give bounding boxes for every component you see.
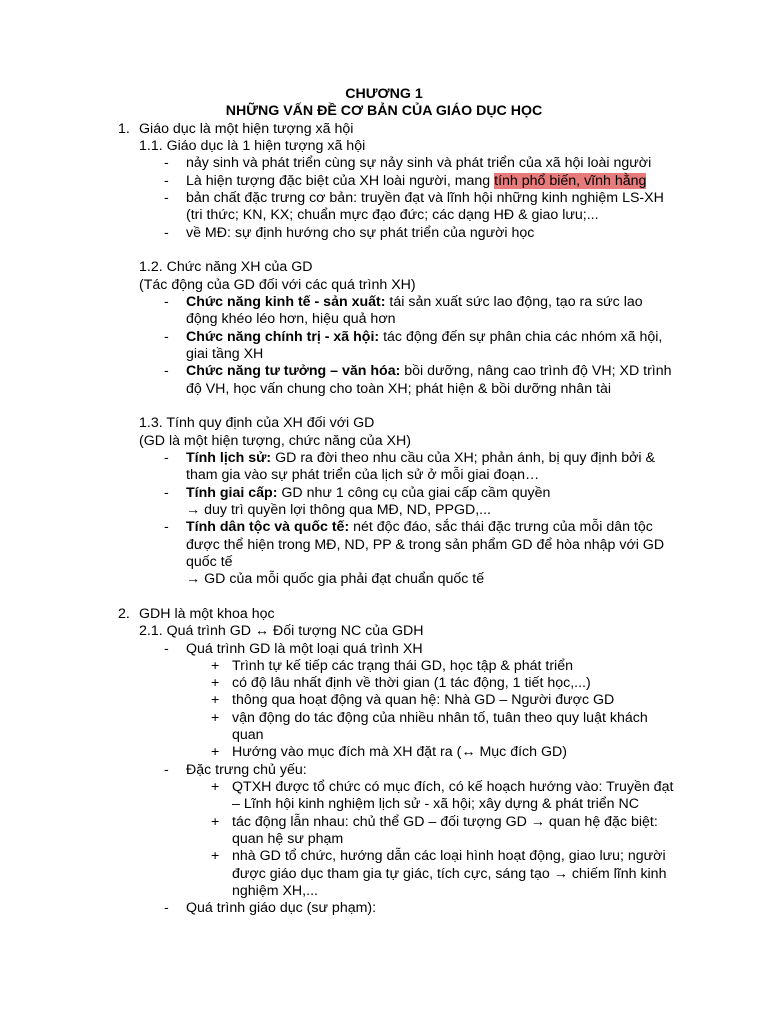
- list-item-text: nảy sinh và phát triển cùng sự nảy sinh và phát triển của xã hội loài người: [186, 155, 652, 172]
- list-item-text: (tri thức; KN, KX; chuẩn mực đạo đức; các dạng HĐ & giao lưu;...: [186, 207, 599, 224]
- sub-list-item-text: nghiệm XH,...: [232, 883, 318, 900]
- dash-bullet: -: [164, 224, 169, 241]
- subsection-1-3-heading: [0, 415, 768, 432]
- section-2-title: GDH là một khoa học: [139, 605, 275, 622]
- document-page: [0, 86, 768, 918]
- sub-list-item-continuation: [0, 866, 768, 883]
- sub-list-item: [0, 779, 768, 796]
- plus-bullet: +: [211, 709, 220, 726]
- subsection-1-3-title: 1.3. Tính quy định của XH đối với GD: [139, 415, 375, 432]
- sub-list-item: [0, 710, 768, 727]
- sub-list-item-text: tác động lẫn nhau: chủ thể GD – đối tượng GD → quan hệ đặc biệt:: [232, 813, 658, 830]
- list-item-text: độ VH, học vấn chung cho toàn XH; phát hiện & bồi dưỡng nhân tài: [186, 380, 612, 397]
- chapter-label: CHƯƠNG 1: [345, 86, 423, 102]
- list-item-plain-text: GD như 1 công cụ của giai cấp cầm quyền: [281, 484, 551, 501]
- sub-list-item-continuation: [0, 883, 768, 900]
- plus-bullet: +: [211, 657, 220, 674]
- subsection-2-1-title: 2.1. Quá trình GD ↔ Đối tượng NC của GDH: [139, 623, 424, 640]
- bold-label: Tính lịch sử:: [186, 449, 272, 466]
- list-item: [0, 641, 768, 658]
- sub-list-item: [0, 848, 768, 865]
- list-item-text: [186, 294, 643, 311]
- sub-list-item-continuation: [0, 831, 768, 848]
- list-item-text: Quá trình GD là một loại quá trình XH: [186, 640, 423, 657]
- blank-line: [0, 589, 768, 606]
- subsection-note: [0, 277, 768, 294]
- list-item-continuation: [0, 346, 768, 363]
- dash-bullet: -: [164, 640, 169, 657]
- section-1-number: 1.: [118, 120, 130, 137]
- subsection-2-1-heading: [0, 623, 768, 640]
- section-1-title: Giáo dục là một hiện tượng xã hội: [139, 120, 354, 137]
- list-item-plain-text: Là hiện tượng đặc biệt của XH loài người, mang: [186, 172, 491, 189]
- list-item-text: [186, 519, 653, 536]
- list-item-text: tham gia vào sự phát triển của lịch sử ở mỗi giai đoạn…: [186, 467, 540, 484]
- sub-list-item-text: Hướng vào mục đích mà XH đặt ra (↔ Mục đích GD): [232, 744, 567, 761]
- list-item-text: Đặc trưng chủ yếu:: [186, 761, 307, 778]
- list-item-text: → duy trì quyền lợi thông qua MĐ, ND, PPGD,...: [186, 501, 491, 518]
- dash-bullet: -: [164, 155, 169, 172]
- sub-list-item-text: quan hệ sư phạm: [232, 831, 344, 848]
- list-item-continuation: [0, 537, 768, 554]
- list-item: [0, 762, 768, 779]
- plus-bullet: +: [211, 779, 220, 796]
- list-item: [0, 450, 768, 467]
- sub-list-item-text: – Lĩnh hội kinh nghiệm lịch sử - xã hội; xây dựng & phát triển NC: [232, 796, 639, 813]
- list-item-text: [186, 485, 550, 502]
- dash-bullet: -: [164, 449, 169, 466]
- sub-list-item-continuation: [0, 727, 768, 744]
- sub-list-item-text: Trình tự kế tiếp các trạng thái GD, học tập & phát triển: [232, 657, 573, 674]
- list-item-text: về MĐ: sự định hướng cho sự phát triển của người học: [186, 224, 535, 241]
- subsection-1-2-heading: [0, 259, 768, 276]
- list-item: [0, 519, 768, 536]
- list-item-text: [186, 329, 662, 346]
- list-item-continuation: [0, 502, 768, 519]
- sub-list-item: [0, 814, 768, 831]
- list-item-text: bản chất đặc trưng cơ bản: truyền đạt và lĩnh hội những kinh nghiệm LS-XH: [186, 189, 664, 206]
- blank-line: [0, 398, 768, 415]
- subsection-1-2-note: (Tác động của GD đối với các quá trình XH): [139, 276, 416, 293]
- subsection-1-1-heading: [0, 138, 768, 155]
- sub-list-item: [0, 692, 768, 709]
- dash-bullet: -: [164, 761, 169, 778]
- blank-line: [0, 242, 768, 259]
- bold-label: Chức năng chính trị - xã hội:: [186, 328, 380, 345]
- dash-bullet: -: [164, 363, 169, 380]
- bold-label: Chức năng tư tưởng – văn hóa:: [186, 363, 401, 380]
- sub-list-item-text: thông qua hoạt động và quan hệ: Nhà GD – Người được GD: [232, 692, 615, 709]
- section-1-heading: [0, 121, 768, 138]
- sub-list-item: [0, 675, 768, 692]
- list-item-text: [186, 173, 646, 190]
- dash-bullet: -: [164, 293, 169, 310]
- list-item-continuation: [0, 571, 768, 588]
- section-2-heading: [0, 606, 768, 623]
- list-item: [0, 900, 768, 917]
- plus-bullet: +: [211, 692, 220, 709]
- list-item: [0, 329, 768, 346]
- sub-list-item-text: nhà GD tổ chức, hướng dẫn các loại hình hoạt động, giao lưu; người: [232, 848, 666, 865]
- list-item-text: giai tầng XH: [186, 345, 264, 362]
- list-item-continuation: [0, 381, 768, 398]
- subsection-1-1-title: 1.1. Giáo dục là 1 hiện tượng xã hội: [139, 137, 366, 154]
- plus-bullet: +: [211, 675, 220, 692]
- list-item: [0, 190, 768, 207]
- list-item-text: động khéo léo hơn, hiệu quả hơn: [186, 311, 396, 328]
- list-item-continuation: [0, 467, 768, 484]
- subsection-note: [0, 433, 768, 450]
- list-item: [0, 173, 768, 190]
- list-item: [0, 155, 768, 172]
- list-item-continuation: [0, 207, 768, 224]
- subsection-1-2-title: 1.2. Chức năng XH của GD: [139, 259, 313, 276]
- sub-list-item-text: có độ lâu nhất định về thời gian (1 tác động, 1 tiết học,...): [232, 675, 591, 692]
- list-item-text: được thể hiện trong MĐ, ND, PP & trong sản phẩm GD để hòa nhập với GD: [186, 536, 665, 553]
- plus-bullet: +: [211, 744, 220, 761]
- list-item: [0, 294, 768, 311]
- dash-bullet: -: [164, 519, 169, 536]
- sub-list-item-continuation: [0, 796, 768, 813]
- list-item: [0, 485, 768, 502]
- list-item-text: Quá trình giáo dục (sư phạm):: [186, 900, 377, 917]
- dash-bullet: -: [164, 189, 169, 206]
- bold-label: Chức năng kinh tế - sản xuất:: [186, 293, 386, 310]
- chapter-title: NHỮNG VẤN ĐỀ CƠ BẢN CỦA GIÁO DỤC HỌC: [225, 103, 543, 120]
- section-2-number: 2.: [118, 605, 130, 622]
- list-item-plain-text: tác động đến sự phân chia các nhóm xã hội,: [383, 328, 663, 345]
- highlighted-text: tính phổ biến, vĩnh hằng: [494, 172, 647, 189]
- plus-bullet: +: [211, 848, 220, 865]
- list-item-continuation: [0, 554, 768, 571]
- sub-list-item-text: vận động do tác động của nhiều nhân tố, tuân theo quy luật khách: [232, 709, 648, 726]
- bold-label: Tính dân tộc và quốc tế:: [186, 519, 350, 536]
- list-item-text: [186, 363, 672, 380]
- list-item: [0, 363, 768, 380]
- sub-list-item: [0, 744, 768, 761]
- dash-bullet: -: [164, 172, 169, 189]
- sub-list-item: [0, 658, 768, 675]
- list-item-continuation: [0, 311, 768, 328]
- bold-label: Tính giai cấp:: [186, 484, 278, 501]
- dash-bullet: -: [164, 484, 169, 501]
- sub-list-item-text: quan: [232, 727, 264, 744]
- sub-list-item-text: QTXH được tổ chức có mục đích, có kế hoạch hướng vào: Truyền đạt: [232, 779, 674, 796]
- plus-bullet: +: [211, 813, 220, 830]
- list-item-plain-text: nét độc đáo, sắc thái đặc trưng của mỗi dân tộc: [353, 519, 653, 536]
- list-item-text: [186, 450, 655, 467]
- list-item-text: → GD của mỗi quốc gia phải đạt chuẩn quốc tế: [186, 571, 485, 588]
- list-item-plain-text: bồi dưỡng, nâng cao trình độ VH; XD trình: [404, 363, 672, 380]
- list-item: [0, 225, 768, 242]
- list-item-plain-text: tái sản xuất sức lao động, tạo ra sức lao: [389, 293, 643, 310]
- subsection-1-3-note: (GD là một hiện tượng, chức năng của XH): [139, 432, 411, 449]
- list-item-text: quốc tế: [186, 553, 233, 570]
- dash-bullet: -: [164, 328, 169, 345]
- dash-bullet: -: [164, 900, 169, 917]
- sub-list-item-text: được giáo dục tham gia tự giác, tích cực, sáng tạo → chiếm lĩnh kinh: [232, 865, 667, 882]
- list-item-plain-text: GD ra đời theo nhu cầu của XH; phản ánh, bị quy định bởi &: [275, 449, 655, 466]
